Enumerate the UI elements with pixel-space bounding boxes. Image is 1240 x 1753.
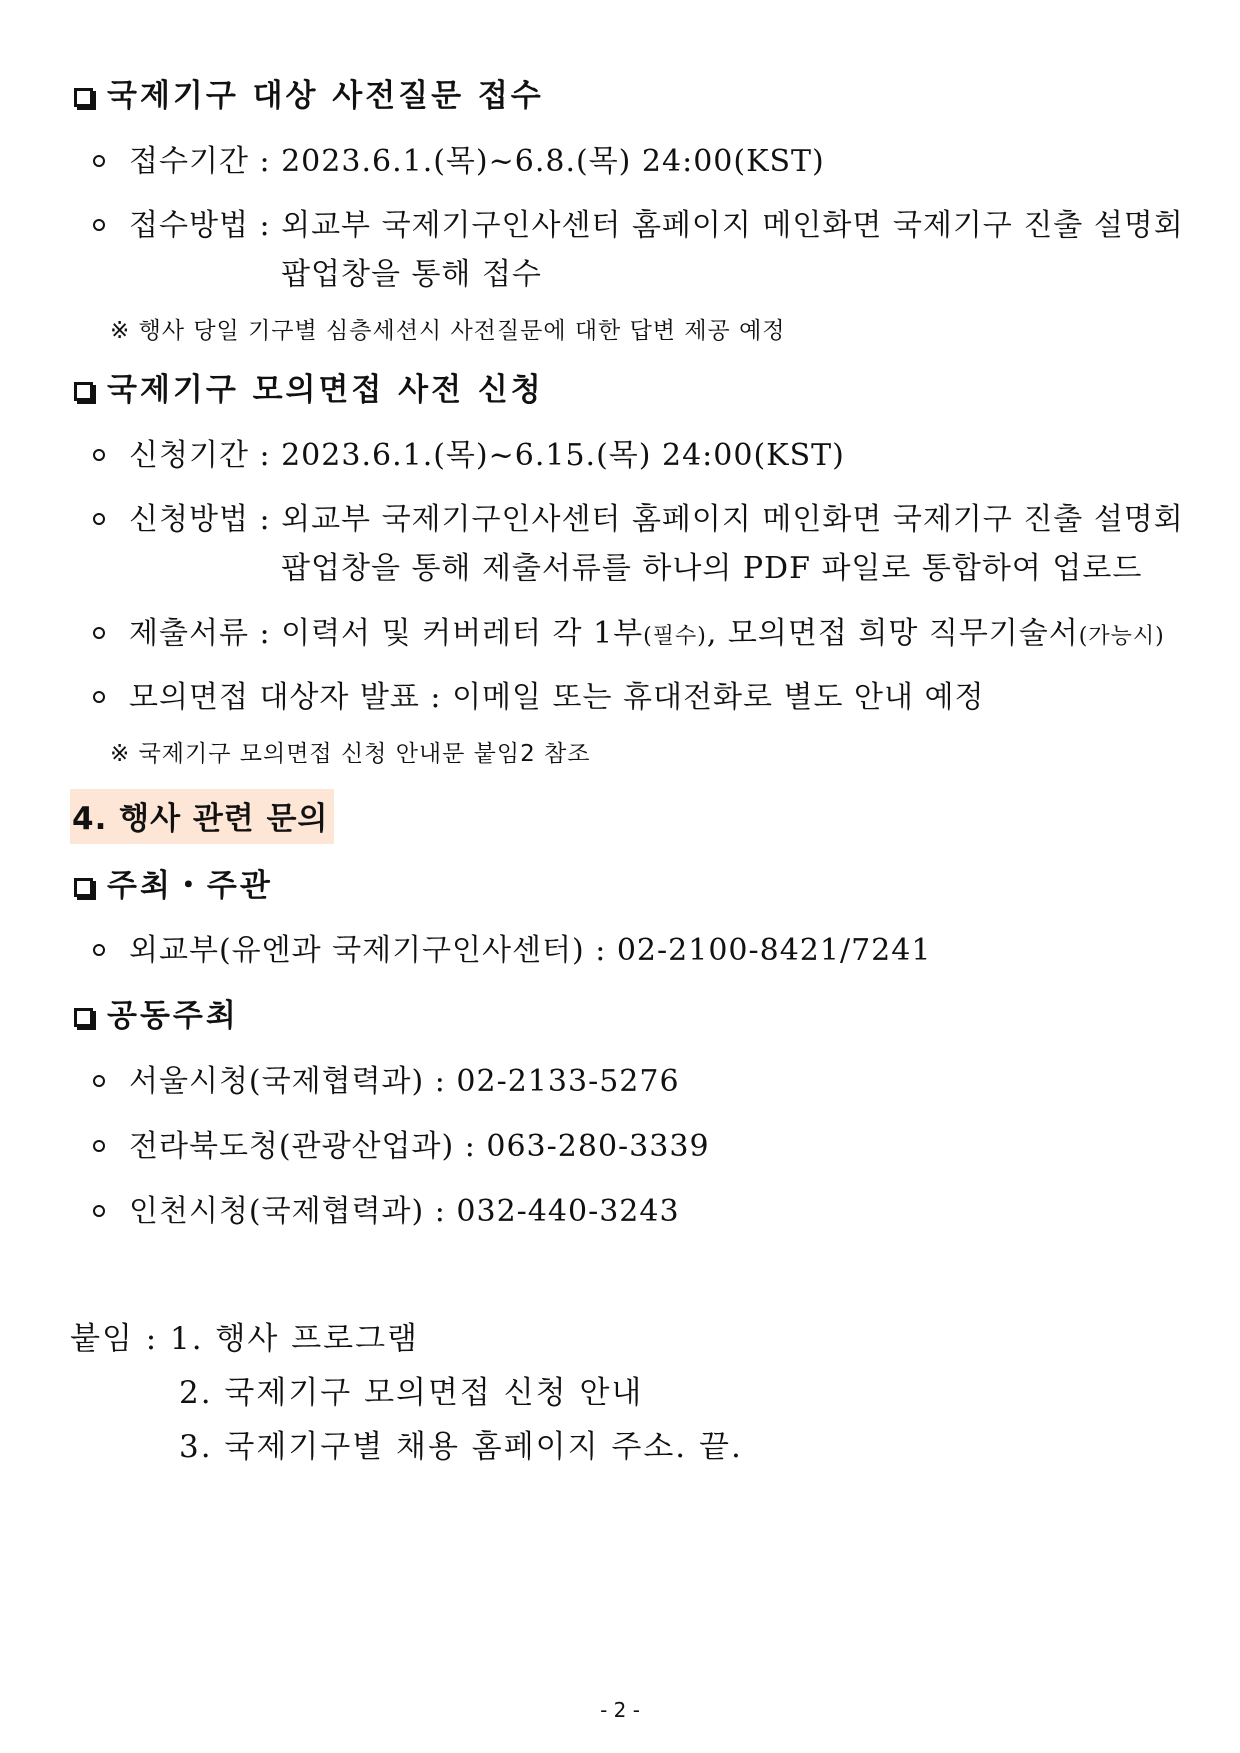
section-title-questions: 국제기구 대상 사전질문 접수 [74, 70, 544, 115]
attachment-line-1 [70, 1313, 419, 1358]
bullet-item-seoul-contact: 서울시청(국제협력과) : 02-2133-5276 [93, 1056, 680, 1100]
bullet-item-host-contact: 외교부(유엔과 국제기구인사센터) : 02-2100-8421/7241 [93, 925, 931, 969]
checkbox-square-icon [74, 382, 93, 401]
bullet-item-documents: 제출서류 : 이력서 및 커버레터 각 1부(필수), 모의면접 희망 직무기술서(가능시) [93, 608, 1165, 652]
attachment-label: 붙임 : [70, 1321, 171, 1357]
circle-bullet-icon [93, 513, 105, 525]
circle-bullet-icon [93, 219, 105, 231]
bullet-item-application-period: 신청기간 : 2023.6.1.(목)~6.15.(목) 24:00(KST) [93, 430, 845, 474]
bullet-item-continuation: 팝업창을 통해 제출서류를 하나의 PDF 파일로 통합하여 업로드 [281, 551, 1143, 586]
section-title-mock-interview: 국제기구 모의면접 사전 신청 [74, 364, 544, 409]
circle-bullet-icon [93, 1075, 105, 1087]
circle-bullet-icon [93, 691, 105, 703]
note-text: ※ 행사 당일 기구별 심층세션시 사전질문에 대한 답변 제공 예정 [110, 318, 786, 344]
attachment-item: 2. 국제기구 모의면접 신청 안내 [179, 1375, 644, 1411]
bullet-item-continuation: 팝업창을 통해 접수 [281, 257, 542, 292]
circle-bullet-icon [93, 1140, 105, 1152]
circle-bullet-icon [93, 155, 105, 167]
page-number: - 2 - [600, 1698, 640, 1722]
section-title-host: 주최・주관 [74, 860, 273, 905]
bullet-item-incheon-contact: 인천시청(국제협력과) : 032-440-3243 [93, 1186, 680, 1230]
bullet-item-jeonbuk-contact: 전라북도청(관광산업과) : 063-280-3339 [93, 1121, 710, 1165]
attachment-item: 3. 국제기구별 채용 홈페이지 주소. 끝. [179, 1429, 743, 1465]
note-text: ※ 국제기구 모의면접 신청 안내문 붙임2 참조 [110, 741, 591, 767]
circle-bullet-icon [93, 1205, 105, 1217]
circle-bullet-icon [93, 627, 105, 639]
circle-bullet-icon [93, 449, 105, 461]
bullet-item-announcement: 모의면접 대상자 발표 : 이메일 또는 휴대전화로 별도 안내 예정 [93, 672, 984, 716]
checkbox-square-icon [74, 878, 93, 897]
section-heading-inquiry: 4. 행사 관련 문의 [70, 789, 334, 844]
bullet-item-question-method: 접수방법 : 외교부 국제기구인사센터 홈페이지 메인화면 국제기구 진출 설명회 [93, 200, 1184, 244]
attachment-item: 1. 행사 프로그램 [170, 1321, 420, 1357]
bullet-item-application-method: 신청방법 : 외교부 국제기구인사센터 홈페이지 메인화면 국제기구 진출 설명회 [93, 494, 1184, 538]
circle-bullet-icon [93, 944, 105, 956]
section-title-cohost: 공동주최 [74, 990, 239, 1035]
checkbox-square-icon [74, 1008, 93, 1027]
checkbox-square-icon [74, 88, 93, 107]
bullet-item-question-period: 접수기간 : 2023.6.1.(목)~6.8.(목) 24:00(KST) [93, 136, 825, 180]
